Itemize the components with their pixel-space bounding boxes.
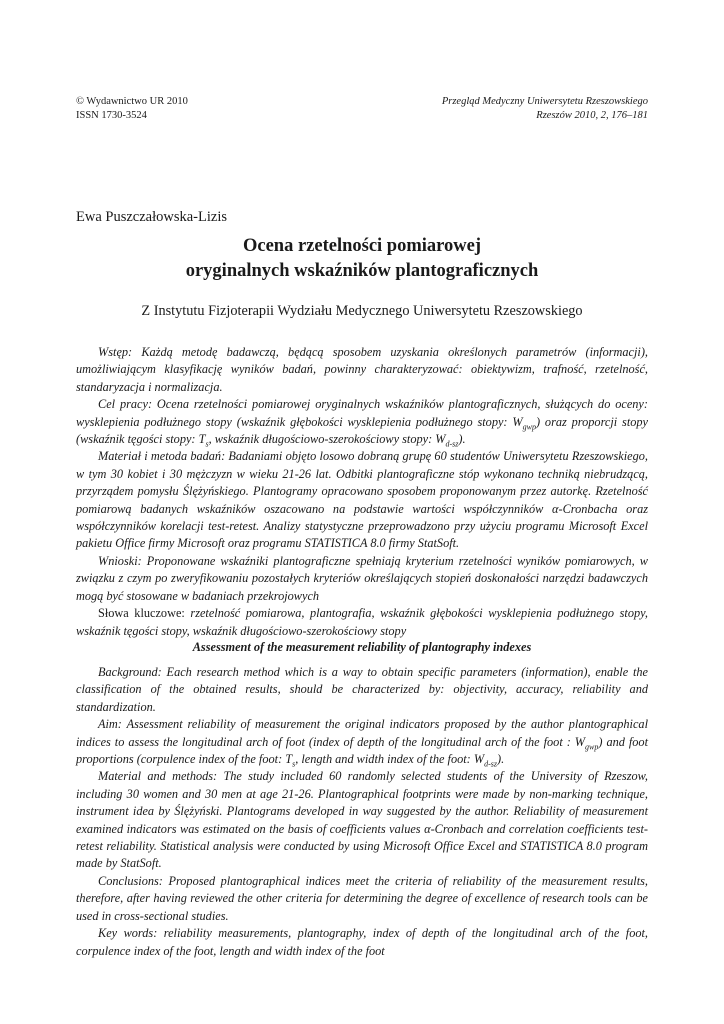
abstract-en-background: Background: Each research method which is a way to obtain specific parameters (information), enable the classification of the obtained results, should be characterized by: objectivity, accuracy, reliability and standardization. xyxy=(76,665,648,714)
aim-text-c: , wskaźnik długościowo-szerokościowy stopy: W xyxy=(208,432,446,447)
header-left xyxy=(76,95,188,122)
publisher-line: © Wydawnictwo UR 2010 xyxy=(76,96,188,107)
en-aim-text-c: , length and width index of the foot: W xyxy=(295,752,485,767)
journal-volume: Rzeszów 2010, 2, 176–181 xyxy=(536,109,648,121)
abstract-english xyxy=(76,664,648,960)
abstract-pl-keywords xyxy=(76,605,648,640)
aim-text-a: Cel pracy: Ocena rzetelności pomiarowej oryginalnych wskaźników plantograficznych, służących do oceny: wysklepienia podłużnego stopy (wskaźnik głębokości wysklepienia podłużnego stopy: W xyxy=(76,397,648,429)
header-right xyxy=(442,95,648,122)
en-aim-text-b: ) and foot proportions (corpulence index of the foot: T xyxy=(76,734,648,767)
journal-name: Przegląd Medyczny Uniwersytetu Rzeszowskiego xyxy=(441,96,648,107)
en-aim-sub-3: d-sz xyxy=(484,759,497,769)
abstract-en-aim xyxy=(76,716,648,768)
paper-title xyxy=(76,234,648,284)
aim-sub-1: gwp xyxy=(522,422,536,432)
abstract-pl-conclusions: Wnioski: Proponowane wskaźniki plantograficzne spełniają kryterium rzetelności wyników pomiarowych, w związku z czym po zweryfikowaniu pozostałych kryteriów określających stopień doskonałości narzędzi badawczych mogą być stosowane w badaniach przekrojowych xyxy=(76,553,648,603)
abstract-pl-aim xyxy=(76,396,648,448)
title-line-1: Ocena rzetelności pomiarowej xyxy=(242,236,482,256)
abstract-en-conclusions: Conclusions: Proposed plantographical indices meet the criteria of reliability of the measurement results, therefore, after having reviewed the other criteria for determining the degree of excellence of research tools can be used in cross-sectional studies. xyxy=(76,873,648,923)
issn-line: ISSN 1730-3524 xyxy=(76,109,147,121)
en-aim-text-d: ). xyxy=(496,752,505,767)
en-aim-sub-1: gwp xyxy=(585,742,599,752)
aim-sub-2: s xyxy=(205,439,209,449)
en-aim-sub-2: s xyxy=(292,759,296,769)
abstract-pl-intro: Wstęp: Każdą metodę badawczą, będącą sposobem uzyskania określonych parametrów (informacji), umożliwiającym klasyfikację wyników badań, powinny charakteryzować: obiektywizm, trafność, rzetelność, standaryzacja i normalizacja. xyxy=(76,345,648,394)
abstract-pl-methods: Materiał i metoda badań: Badaniami objęto losowo dobraną grupę 60 studentów Uniwersytetu Rzeszowskiego, w tym 30 kobiet i 30 mężczyzn w wieku 21-26 lat. Odbitki plantograficzne stóp wykonano techniką niebrudzącą, przyrządem pomysłu Ślężyńskiego. Plantogramy opracowano sposobem proponowanym przez autorkę. Rzetelność pomiarową badanych wskaźników oszacowano na podstawie wartości współczynników α-Cronbacha oraz współczynników korelacji test-retest. Analizy statystyczne przeprowadzono przy użyciu programu Microsoft Excel pakietu Office firmy Microsoft oraz programu STATISTICA 8.0 firmy StatSoft. xyxy=(76,449,648,551)
english-title: Assessment of the measurement reliability of plantography indexes xyxy=(192,640,532,654)
author-name: Ewa Puszczałowska-Lizis xyxy=(76,209,227,225)
aim-text-b: ) oraz proporcji stopy (wskaźnik tęgości stopy: T xyxy=(76,414,649,447)
aim-sub-3: d-sz xyxy=(445,439,459,449)
abstract-polish xyxy=(76,344,648,640)
en-aim-text-a: Aim: Assessment reliability of measurement the original indicators proposed by the author plantographical indices to assess the longitudinal arch of foot (index of depth of the longitudinal arch of the foot : W xyxy=(76,717,648,749)
title-line-2: oryginalnych wskaźników plantograficznych xyxy=(185,261,539,281)
affiliation: Z Instytutu Fizjoterapii Wydziału Medycznego Uniwersytetu Rzeszowskiego xyxy=(141,303,583,319)
keywords-label: Słowa kluczowe: xyxy=(98,606,191,621)
abstract-en-keywords: Key words: reliability measurements, plantography, index of depth of the longitudinal arch of the foot, corpulence index of the foot, length and width index of the foot xyxy=(76,926,648,958)
aim-text-d: ). xyxy=(458,432,466,447)
abstract-en-methods: Material and methods: The study included 60 randomly selected students of the University of Rzeszow, including 30 women and 30 men at age 21-26. Plantographical footprints were made by non-marking technique, instrument idea by Ślężyński. Plantograms developed in way suggested by the author. Reliability of measurement examined indicators was estimated on the basis of coefficients values α-Cronbach and correlation coefficients test-retest reliability. Statistical analysis were conducted by using Microsoft Office Excel and STATISTICA 8.0 program made by StatSoft. xyxy=(76,769,648,871)
keywords-text: rzetelność pomiarowa, plantografia, wskaźnik głębokości wysklepienia podłużnego stopy, wskaźnik tęgości stopy, wskaźnik długościowo-szerokościowy stopy xyxy=(76,606,648,638)
